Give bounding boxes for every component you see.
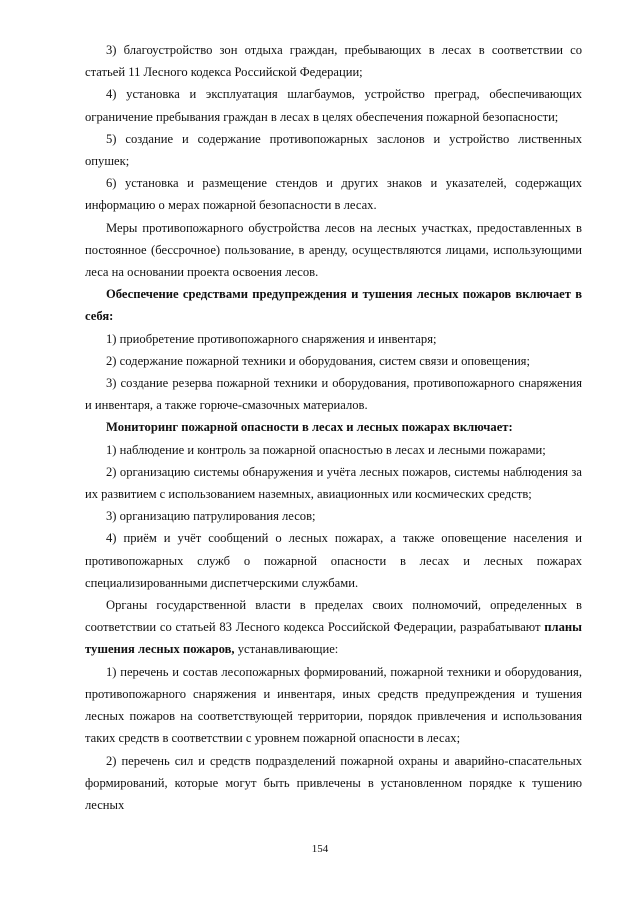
paragraph-plans-1: 1) перечень и состав лесопожарных формирований, пожарной техники и оборудования, противопожарного снаряжения и инвентаря, иных средств предупреждения и тушения лесных пожаров на соответствующей территории, порядок привлечения и использования таких средств в соответствии с уровнем пожарной опасности в лесах; <box>85 664 582 746</box>
section-heading-monitoring: Мониторинг пожарной опасности в лесах и лесных пожарах включает: <box>106 420 513 435</box>
paragraph-item-3: 3) благоустройство зон отдыха граждан, пребывающих в лесах в соответствии со статьей 11 Лесного кодекса Российской Федерации; <box>85 43 582 80</box>
paragraph-item-5: 5) создание и содержание противопожарных заслонов и устройство лиственных опушек; <box>85 131 582 169</box>
bold-term-fire-plans: планы тушения лесных пожаров, <box>85 620 582 657</box>
paragraph-monitoring-1: 1) наблюдение и контроль за пожарной опасностью в лесах и лесными пожарами; <box>106 442 546 457</box>
paragraph-authorities <box>85 594 582 661</box>
paragraph-lease-measures: Меры противопожарного обустройства лесов на лесных участках, предоставленных в постоянное (бессрочное) пользование, в аренду, осуществляются лицами, использующими леса на основании проекта освоения лесов. <box>85 220 582 280</box>
paragraph-equipment-1: 1) приобретение противопожарного снаряжения и инвентаря; <box>106 331 437 346</box>
page-number: 154 <box>311 843 329 855</box>
body-text <box>85 39 582 816</box>
section-heading-equipment: Обеспечение средствами предупреждения и тушения лесных пожаров включает в себя: <box>85 287 582 324</box>
paragraph-monitoring-4: 4) приём и учёт сообщений о лесных пожарах, а также оповещение населения и противопожарных служб о пожарной опасности в лесах и лесных пожарах специализированными диспетчерскими службами. <box>85 531 582 590</box>
paragraph-equipment-3: 3) создание резерва пожарной техники и оборудования, противопожарного снаряжения и инвентаря, а также горюче-смазочных материалов. <box>85 376 582 413</box>
paragraph-item-4: 4) установка и эксплуатация шлагбаумов, устройство преград, обеспечивающих ограничение пребывания граждан в лесах в целях обеспечения пожарной безопасности; <box>85 87 582 124</box>
paragraph-authorities-tail: устанавливающие: <box>234 642 339 657</box>
paragraph-plans-2: 2) перечень сил и средств подразделений пожарной охраны и аварийно-спасательных формирований, которые могут быть привлечены в установленном порядке к тушению лесных <box>85 753 582 812</box>
paragraph-equipment-2: 2) содержание пожарной техники и оборудования, систем связи и оповещения; <box>106 353 530 368</box>
paragraph-authorities-intro: Органы государственной власти в пределах своих полномочий, определенных в соответствии со статьей 83 Лесного кодекса Российской Федерации, разрабатывают <box>85 598 582 635</box>
paragraph-item-6: 6) установка и размещение стендов и других знаков и указателей, содержащих информацию о мерах пожарной безопасности в лесах. <box>85 176 582 213</box>
paragraph-monitoring-3: 3) организацию патрулирования лесов; <box>106 509 316 524</box>
paragraph-monitoring-2: 2) организацию системы обнаружения и учёта лесных пожаров, системы наблюдения за их развитием с использованием наземных, авиационных или космических средств; <box>85 464 582 502</box>
